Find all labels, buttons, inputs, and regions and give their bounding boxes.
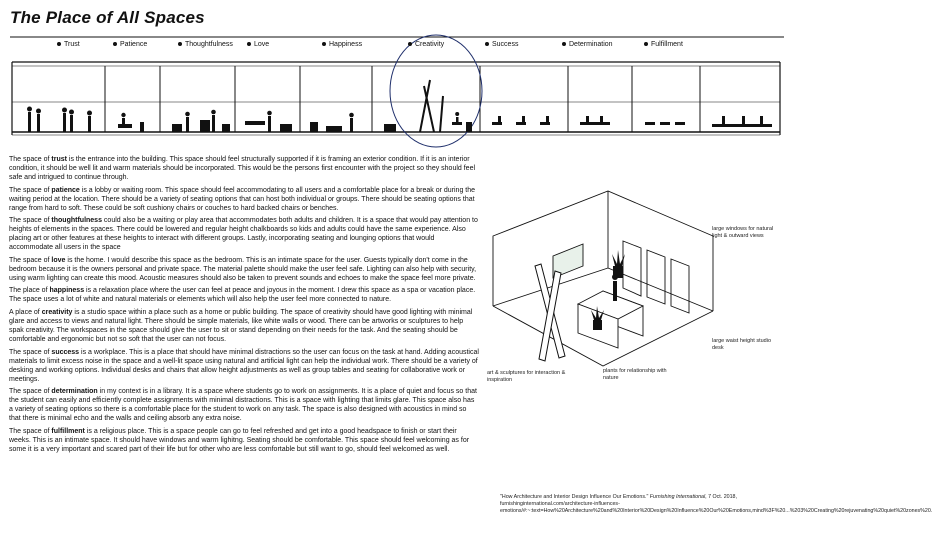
timeline-label-thoughtfulness: Thoughtfulness [178,41,233,48]
paragraph-happiness: The place of happiness is a relaxation place where the user can feel at peace and joyous in the moment. I drew this space as a spa or vacation place. The space uses a lot of white and natural materials or elements which will also help the user feel more connected to nature. [9,287,476,304]
timeline-label-love: Love [247,41,269,48]
timeline-label-fulfillment: Fulfillment [644,41,683,48]
paragraph-patience: The space of patience is a lobby or waiting room. This space should feel accommodating to all users and a comfortable place for a break or during the waiting period at the location. There should be a variety of seating options that can host both individual or groups. There should be seating options that range from hard to soft. These could be soft cushiony chairs or couches to hard backed chairs or benches. [9,186,476,212]
page-title: The Place of All Spaces [10,8,205,27]
timeline-label-creativity: Creativity [408,41,444,48]
timeline-label-happiness: Happiness [322,41,362,48]
citation: "How Architecture and Interior Design Influence Our Emotions." Furnishing International, 7 Oct. 2018, furnishinginternational.com/architecture-influences-emotions/#:~:text=How%20Architecture%20and%20Interior%20Design%20Influence%20Our%20Emotions,mind%3F%20...%203%20Creating%20rejuvenating%20quiet%20zones%20. [500,494,932,514]
timeline-label-trust: Trust [57,41,80,48]
paragraph-fulfillment: The space of fulfillment is a religious place. This is a space people can go to feel refreshed and get into a good headspace to finish or start their weeks. This is an intimate space. It should have windows and warm lighitng. Seating should be comfortable. This space should feel welcoming as for some it is a very important and scared part of their life but for other who are less comfortable but still want to go, should feel welcomed as well. [9,427,470,453]
paragraph-success: The space of success is a workplace. This is a place that should have minimal distractions so the user can focus on the task at hand. Adding acoustical materials to limit excess noise in the space and a well-lit space using natural and artificial light can help the individual work. There should be a variety of desking and working options. Individual desks and chairs that allow height adjustments as well as group tables and seating for collaborative work or meetings. [9,348,479,383]
annotation-plants: plants for relationship with nature [603,368,667,381]
paragraph-trust: The space of trust is the entrance into the building. This space should feel structurally supported if it is framing an exterior condition. If it is an interior condition, it should be well lit and warm materials should be incorporated. This would be the persons first encounter with the project so they should feel safe and intrigued to continue through. [9,156,476,181]
annotation-windows: large windows for natural light & outward views [712,226,774,239]
building-section-drawing [0,0,794,150]
paragraph-creativity: A place of creativity is a studio space within a place such as a home or public building. The space of creativity should have good lighting with minimal glare and access to views and natural light. There should be simple materials, like white walls or wood. There can be artworks or sculptures to help spak creativity. The workspaces in the space should give the user to sit or stand depending on their needs for the task. And the seating should be comfortable and ergonomic but not so soft that the user can not focus. [9,308,473,343]
descriptions-body [9,155,479,457]
timeline-label-patience: Patience [113,41,147,48]
annotation-desk: large waist height studio desk [712,338,772,351]
studio-isometric-drawing [483,196,743,376]
paragraph-love: The space of love is the home. I would describe this space as the bedroom. This is an intimate space for the user. Guests typically don't come in the bedroom because it is the owners personal and private space. The material palette should make the user feel safe. Lighting can also help with security, using warm lighting can create this mood. Acoustic measures should also be taken to prevent sounds and echoes to make the space feel more private. [9,256,477,282]
timeline-label-success: Success [485,41,518,48]
paragraph-thoughtfulness: The space of thoughtfulness could also be a waiting or play area that accommodates both adults and children. It is a space that would pay attention to heights of elements in the spaces. There could be lowered and regular height chalkboards so kids and adults could have the same experience. Also placing art or other features at these heights to interact with different groups. Lastly, incorporating seating and lounging options that would accommodate all users in the space [9,217,478,252]
paragraph-determination: The space of determination in my context is in a library. It is a space where students go to work on assignments. It is a place of quiet and focus so that the student can easily and efficiently complete assignments with minimal distractions. This is a space with lighting that limits glare. This space also has a variety of seating options so there is a comfortable place for the student to work on any task. The space is also designed with acoustics in mind so that there is minimal echo and the walls and ceiling absorb any extra noise. [9,388,477,423]
timeline-label-determination: Determination [562,41,613,48]
annotation-art: art & sculptures for interaction & inspiration [487,370,566,383]
section-timeline-labels [0,41,794,55]
